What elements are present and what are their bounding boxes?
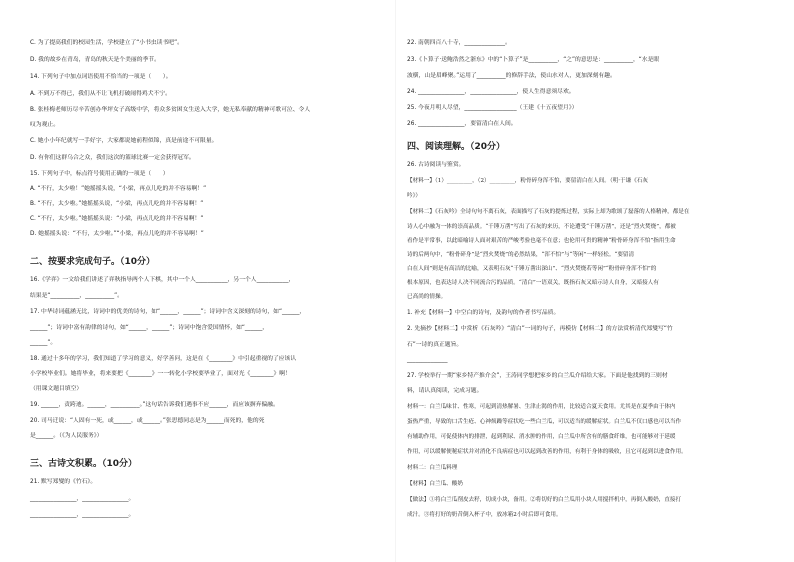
material-1: 【材料一】（1）_________，（2）_________，粉骨碎身浑不怕，要留清白在人间。（明·于谦《石灰 bbox=[407, 178, 649, 184]
question-23: 23.《卜算子·送鲍浩然之浙东》中的“卜算子”是__________，“之”的意思是：__________，“水是眼 bbox=[407, 57, 660, 63]
text-line: 有辅助作用，可促使体内的排泄，起到利尿、消水肿的作用，白兰瓜中所含有的膳食纤维，也可能够对于延缓 bbox=[407, 434, 676, 440]
answer-blank-line: ________________，________________。 bbox=[30, 496, 135, 502]
text-line: 吟》） bbox=[407, 193, 421, 199]
text-line: 作用，可以缓解便秘症状并对消化不良病症也可以起到改善的作用，有利于身体的吸收，且它可起到以进食作用。 bbox=[407, 449, 687, 455]
question-26: 26. ________________，要留清白在人间。 bbox=[407, 121, 517, 127]
text-line: ______”。 bbox=[30, 340, 57, 346]
option-c: C. “不行，太少啦。”她摇摇头说：“小梁，再点儿吃的并不容易啊！” bbox=[30, 216, 204, 222]
answer-blank-line: ______________ bbox=[407, 357, 448, 363]
question-20: 20. 司马迁说：“人固有一死，或______，或______。”张思德同志是为______而死的，他的死 bbox=[30, 418, 265, 424]
option-a: A. “不行，太少啦！”她摇摇头说，“小梁，再点儿吃的并不容易啊！” bbox=[30, 186, 207, 192]
section-3-title: 三、古诗文积累。（10分） bbox=[30, 459, 138, 469]
text-line: C. 为了提高我们的校园生活，学校建立了“小书虫读书吧”。 bbox=[30, 40, 183, 46]
text-line: 石”一诗的真正题旨。 bbox=[407, 342, 463, 348]
text-line: （用课文题目填空） bbox=[30, 386, 83, 392]
question-19: 19. ______，责跨迪。______，__________。”这句话告诉我们遇事不应______，而应该摒弃偏融。 bbox=[30, 402, 279, 408]
text-line: 波横，山是眉峰聚。”运用了__________的修辞手法，使山水对人，更加深刻有趣。 bbox=[407, 73, 616, 79]
text-line: 料，请认真阅读，完成习题。 bbox=[407, 388, 483, 394]
text-line: 蛋热严重，导致的口舌生疮、心神烦躁等症状吃一些白兰瓜，可以适当的缓解症状。白兰瓜不仅口感也可以当作 bbox=[407, 419, 682, 425]
ingredients: 【材料】白兰瓜、酸奶 bbox=[407, 481, 463, 487]
text-line: 诗人心中融为一体的崇高品质。“千锤万凿”写出了石灰的来历，不论遭受“千锤万凿”，还是“烈火焚烧”，都被 bbox=[407, 224, 676, 230]
option-c: C. 她小小年纪就写一手好字，大家都说她前程似锦，真是前途不可限量。 bbox=[30, 138, 218, 144]
text-line: 看作是平常事，以此暗喻诗人面对艰苦的严峻考验也毫不在意；也伦用可贵的精神“粉骨碎身浑不怕”指用生命 bbox=[407, 238, 676, 244]
question-17: 17. 中华诗词蕴涵无比，诗词中的优美的诗句，如“______，______”；诗词中含义深刻的诗句，如“______， bbox=[30, 309, 306, 315]
material-1: 材料一：白兰瓜味甘、性寒，可起到清热解暑、生津止渴的作用，比较适合夏天食用。尤其是在夏季由于体内 bbox=[407, 404, 676, 410]
section-4-title: 四、阅读理解。（20分） bbox=[407, 142, 506, 152]
option-a: A. 不到万不得已，我们从不让飞机打破闹得鸡犬不宁。 bbox=[30, 91, 171, 97]
text-line: 已高尚的情操。 bbox=[407, 294, 447, 300]
question-22: 22. 南朝四百八十寺，______________。 bbox=[407, 40, 511, 46]
answer-blank-line: ________________，________________。 bbox=[30, 512, 135, 518]
material-2: 【材料二】《石灰吟》全诗句句不离石灰，表面描写了石灰的提炼过程，实际上却为歌颂了磊落的人格精神，都是在 bbox=[407, 209, 690, 215]
section-2-title: 二、按要求完成句子。（10分） bbox=[30, 257, 156, 267]
text-line: 成汁。③将打好的奶昔倒入杯子中，放冰箱2小时后即可食用。 bbox=[407, 512, 562, 518]
option-d: D. 她摇摇头说：“不行，太少啦。”“小梁，再点儿吃的并不容易啊！” bbox=[30, 231, 204, 237]
text-line: D. 我的故乡在青岛，青岛的秋天是个美丽的季节。 bbox=[30, 57, 160, 63]
text-line: 小学校毕业们。她将毕业，将来要把《________》一一转化小学校要毕业了，面对光《________》啊！ bbox=[30, 371, 291, 377]
material-2-title: 材料二：白兰瓜料理 bbox=[407, 465, 458, 471]
text-line: 白在人间”则是有高洁的比喻，又表明石灰“千锤万凿出深山”、“烈火焚烧若等闲”“粉骨碎身浑不怕”的 bbox=[407, 266, 657, 272]
question-24: 24. ________________，________________，使人生得意须尽欢。 bbox=[407, 89, 575, 95]
text-line: 结果是“__________，__________”。 bbox=[30, 293, 123, 299]
page-fold-line bbox=[395, 0, 396, 562]
text-line: 诗的后两句中，“粉骨碎身”是“烈火焚烧”的必然结果，“浑不怕”与“等闲”一样轻松。“要留清 bbox=[407, 252, 635, 258]
option-b: B. “不行，太少啦。”她摇摇头说，“小梁，再点儿吃的并不容易啊！” bbox=[30, 201, 204, 207]
question-14: 14. 下列句子中加点词语使用不恰当的一项是（ ）。 bbox=[30, 74, 172, 80]
question-21: 21. 默写郑燮的《竹石》。 bbox=[30, 479, 97, 485]
text-line: 根本原因，也表达诗人决不同流合污的品质。“清白”一语双关，既指石灰又暗示诗人自身，又暗接人有 bbox=[407, 280, 659, 286]
option-d: D. 有你们这群乌合之众，我们这次的篮球比赛一定会获得冠军。 bbox=[30, 155, 195, 161]
sub-question-1: 1. 补充【材料一】中空白的诗句，及韵句的作者书写品质。 bbox=[407, 310, 560, 316]
question-15: 15. 下列句子中，标点符号使用正确的一项是（ ） bbox=[30, 171, 169, 177]
text-line: ______”；诗词中富有韵律的诗句，如“______，______”；诗词中饱含爱国情怀，如“______， bbox=[30, 325, 269, 331]
method: 【做法】①将白兰瓜削皮去籽，切成小块，备用。②将切好的白兰瓜用小块人用搅拌机中，再倒入酸奶，直接打 bbox=[407, 497, 682, 503]
question-25: 25. 今夜月明人尽望，__________________（王建《十五夜望月》） bbox=[407, 105, 578, 111]
question-26-heading: 26. 古诗阅读与鉴赏。 bbox=[407, 162, 465, 168]
text-line: 是______。（《为人民服务》） bbox=[30, 433, 103, 439]
question-27: 27. 学校举行一期“家乡特产推介会”，王涛同学想把家乡的白兰瓜介绍给大家。下面是他找到的三则材 bbox=[407, 373, 668, 379]
option-b: B. 张桂梅老师历尽辛苦创办华坪女子高级中学，将众多贫困女生送入大学，她无私奉献的精神可歌可泣、令人 bbox=[30, 107, 311, 113]
text-line: 叹为观止。 bbox=[30, 122, 59, 128]
question-18: 18. 通过十多年的学习，我们知道了学习的意义，好学善问，这是在《________》中引起重视的了应该认 bbox=[30, 356, 297, 362]
sub-question-2: 2. 先摘抄【材料二】中赏析《石灰吟》“清白”一词的句子，再模仿【材料二】的方法赏析清代郑燮写“竹 bbox=[407, 326, 673, 332]
question-16: 16.《学弈》一文给我们讲述了弈秋指导两个人下棋，其中一个人___________，另一个人___________， bbox=[30, 277, 295, 283]
